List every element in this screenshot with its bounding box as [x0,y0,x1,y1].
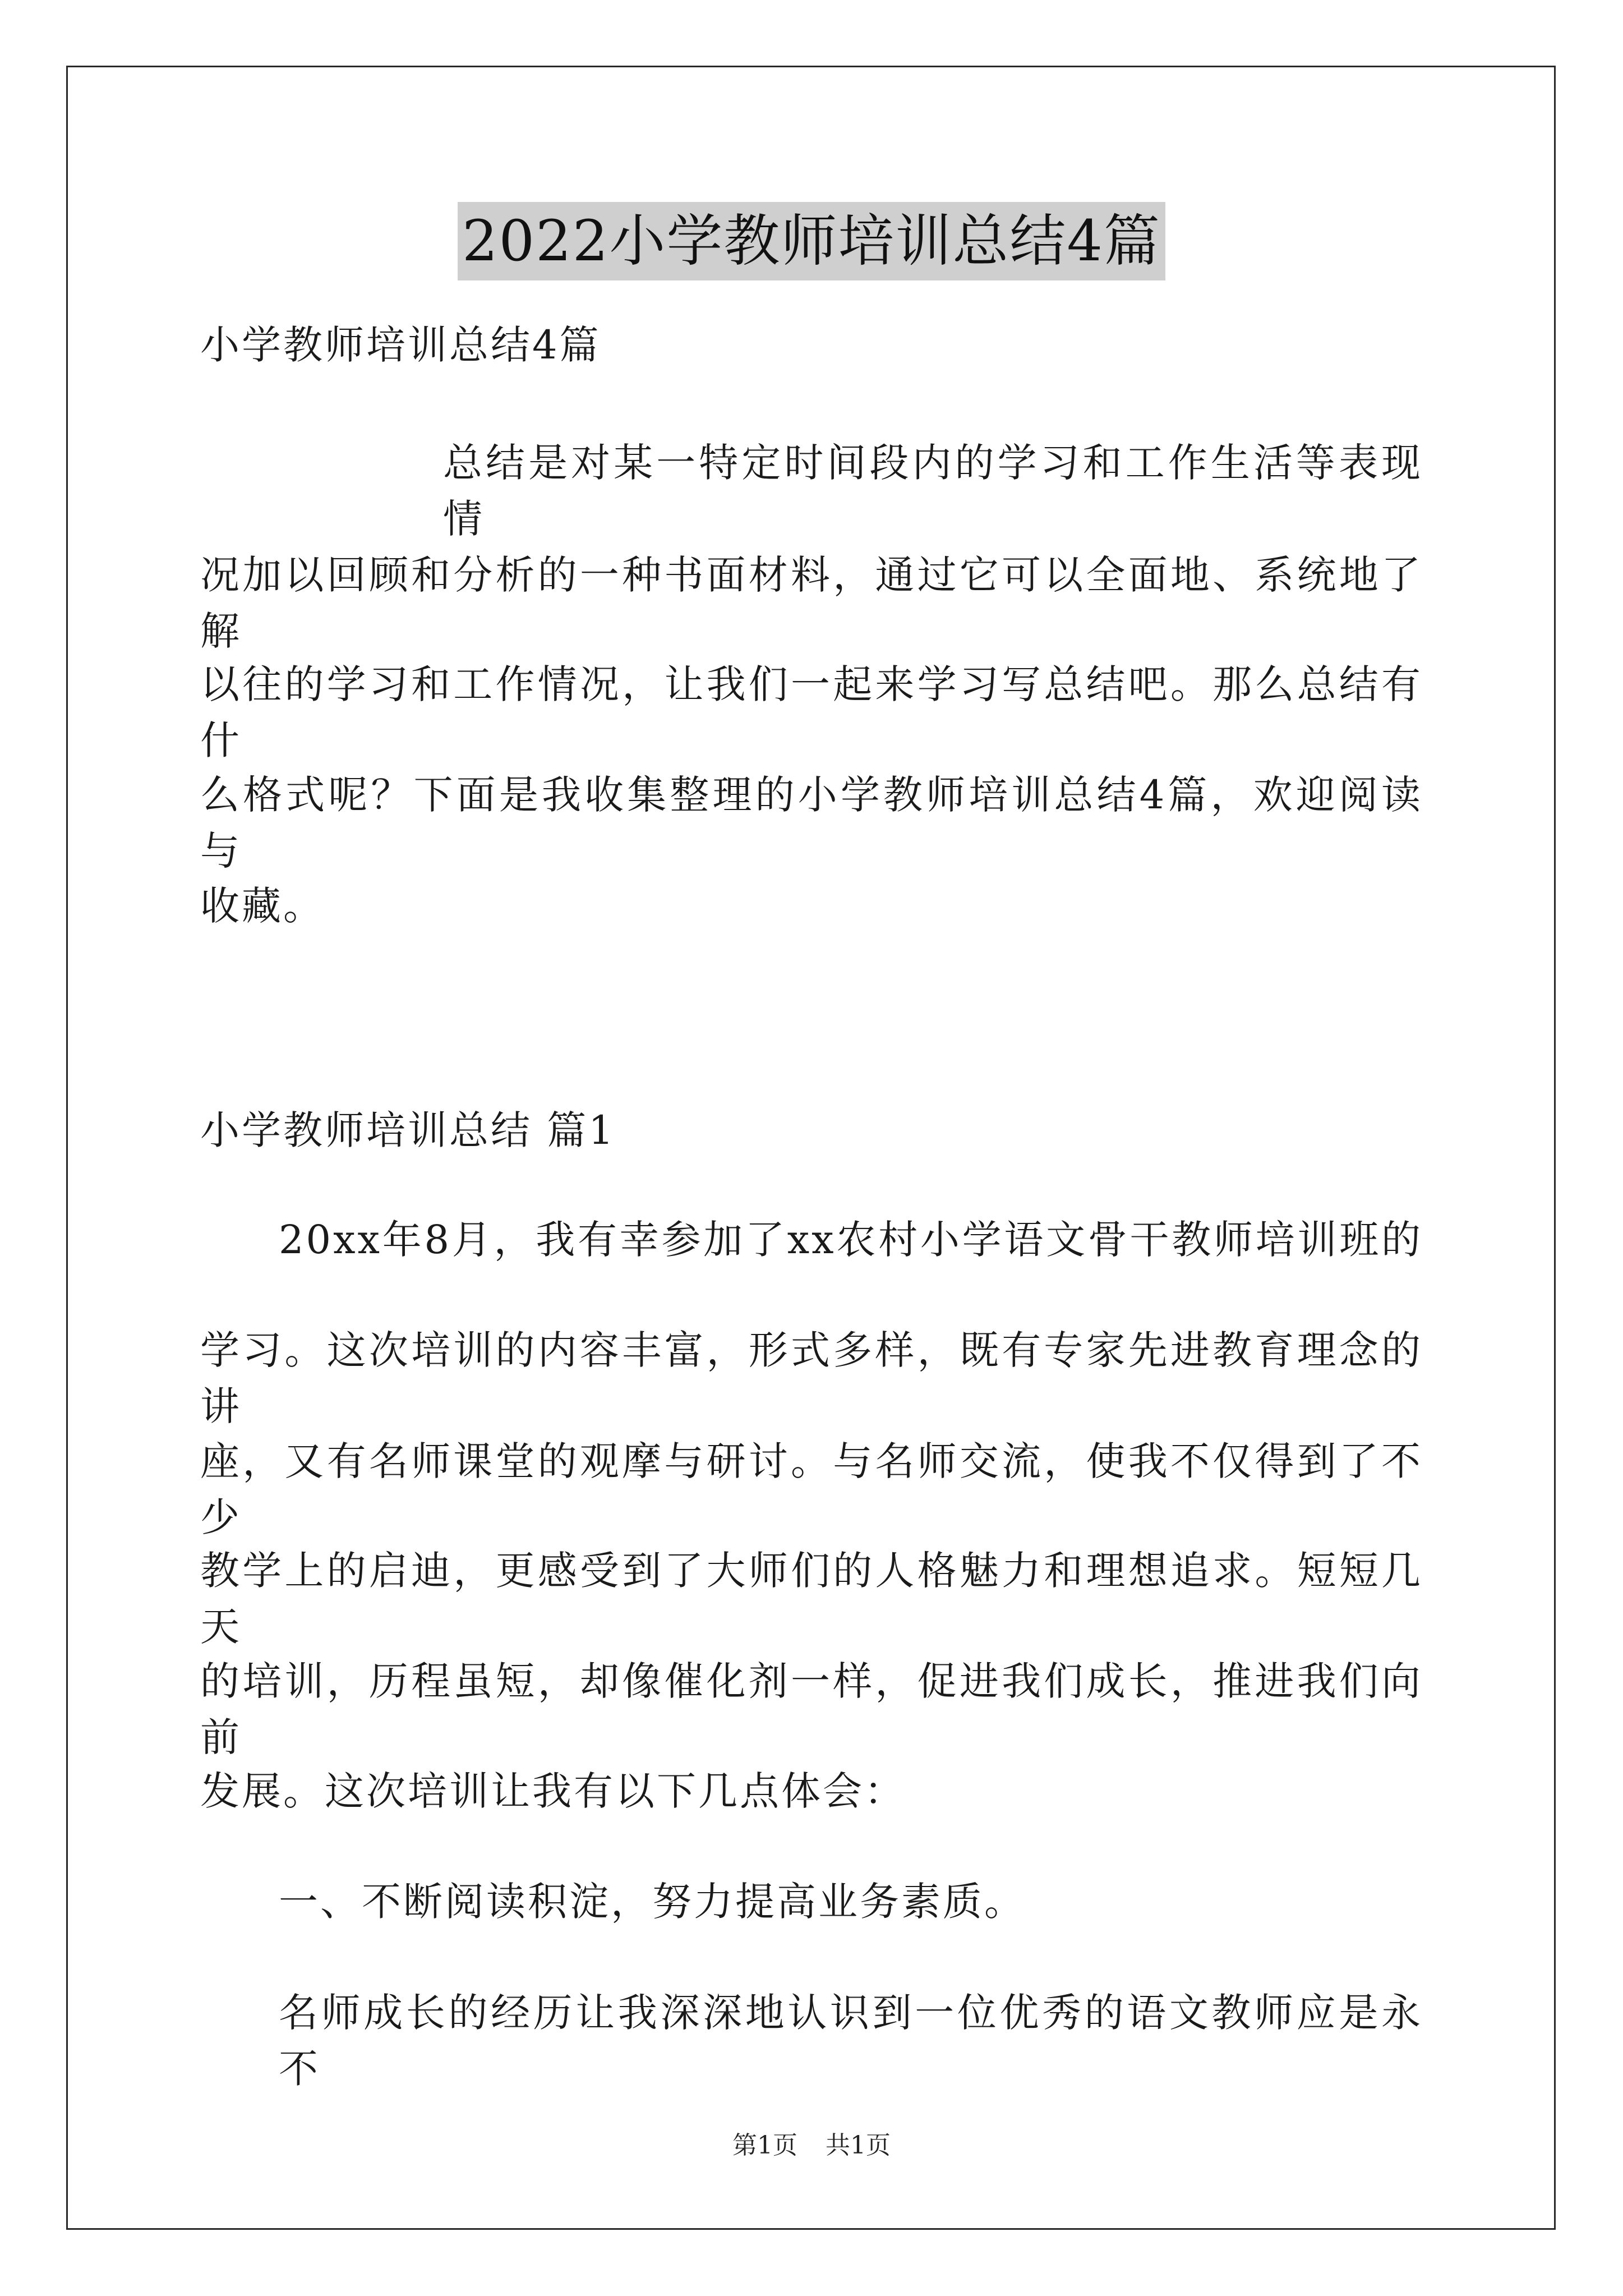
body-line-6: 发展。这次培训让我有以下几点体会： [200,1768,906,1814]
body-line-2: 学习。这次培训的内容丰富，形式多样，既有专家先进教育理念的讲 [200,1327,1423,1429]
title-container [0,202,1623,280]
body-line-4: 教学上的启迪，更感受到了大师们的人格魅力和理想追求。短短几天 [200,1548,1423,1650]
intro-line-3: 以往的学习和工作情况，让我们一起来学习写总结吧。那么总结有什 [200,661,1423,763]
intro-line-5: 收藏。 [200,883,325,929]
body-line-3: 座，又有名师课堂的观摩与研讨。与名师交流，使我不仅得到了不少 [200,1438,1423,1540]
intro-line-1: 总结是对某一特定时间段内的学习和工作生活等表现情 [443,440,1423,542]
section-heading: 小学教师培训总结 篇1 [200,1107,616,1153]
body-line-5: 的培训，历程虽短，却像催化剂一样，促进我们成长，推进我们向前 [200,1658,1423,1760]
point-one: 一、不断阅读积淀，努力提高业务素质。 [279,1879,1026,1925]
page-footer [0,2129,1623,2162]
document-subtitle: 小学教师培训总结4篇 [200,322,601,368]
page-total: 共1页 [826,2131,891,2160]
intro-line-4: 么格式呢？下面是我收集整理的小学教师培训总结4篇，欢迎阅读与 [200,772,1423,874]
intro-line-2: 况加以回顾和分析的一种书面材料，通过它可以全面地、系统地了解 [200,552,1423,654]
body-line-1: 20xx年8月，我有幸参加了xx农村小学语文骨干教师培训班的 [279,1217,1423,1263]
document-title: 2022小学教师培训总结4篇 [458,202,1165,280]
body-last-line: 名师成长的经历让我深深地认识到一位优秀的语文教师应是永不 [279,1990,1423,2092]
page-number: 第1页 [732,2131,797,2160]
